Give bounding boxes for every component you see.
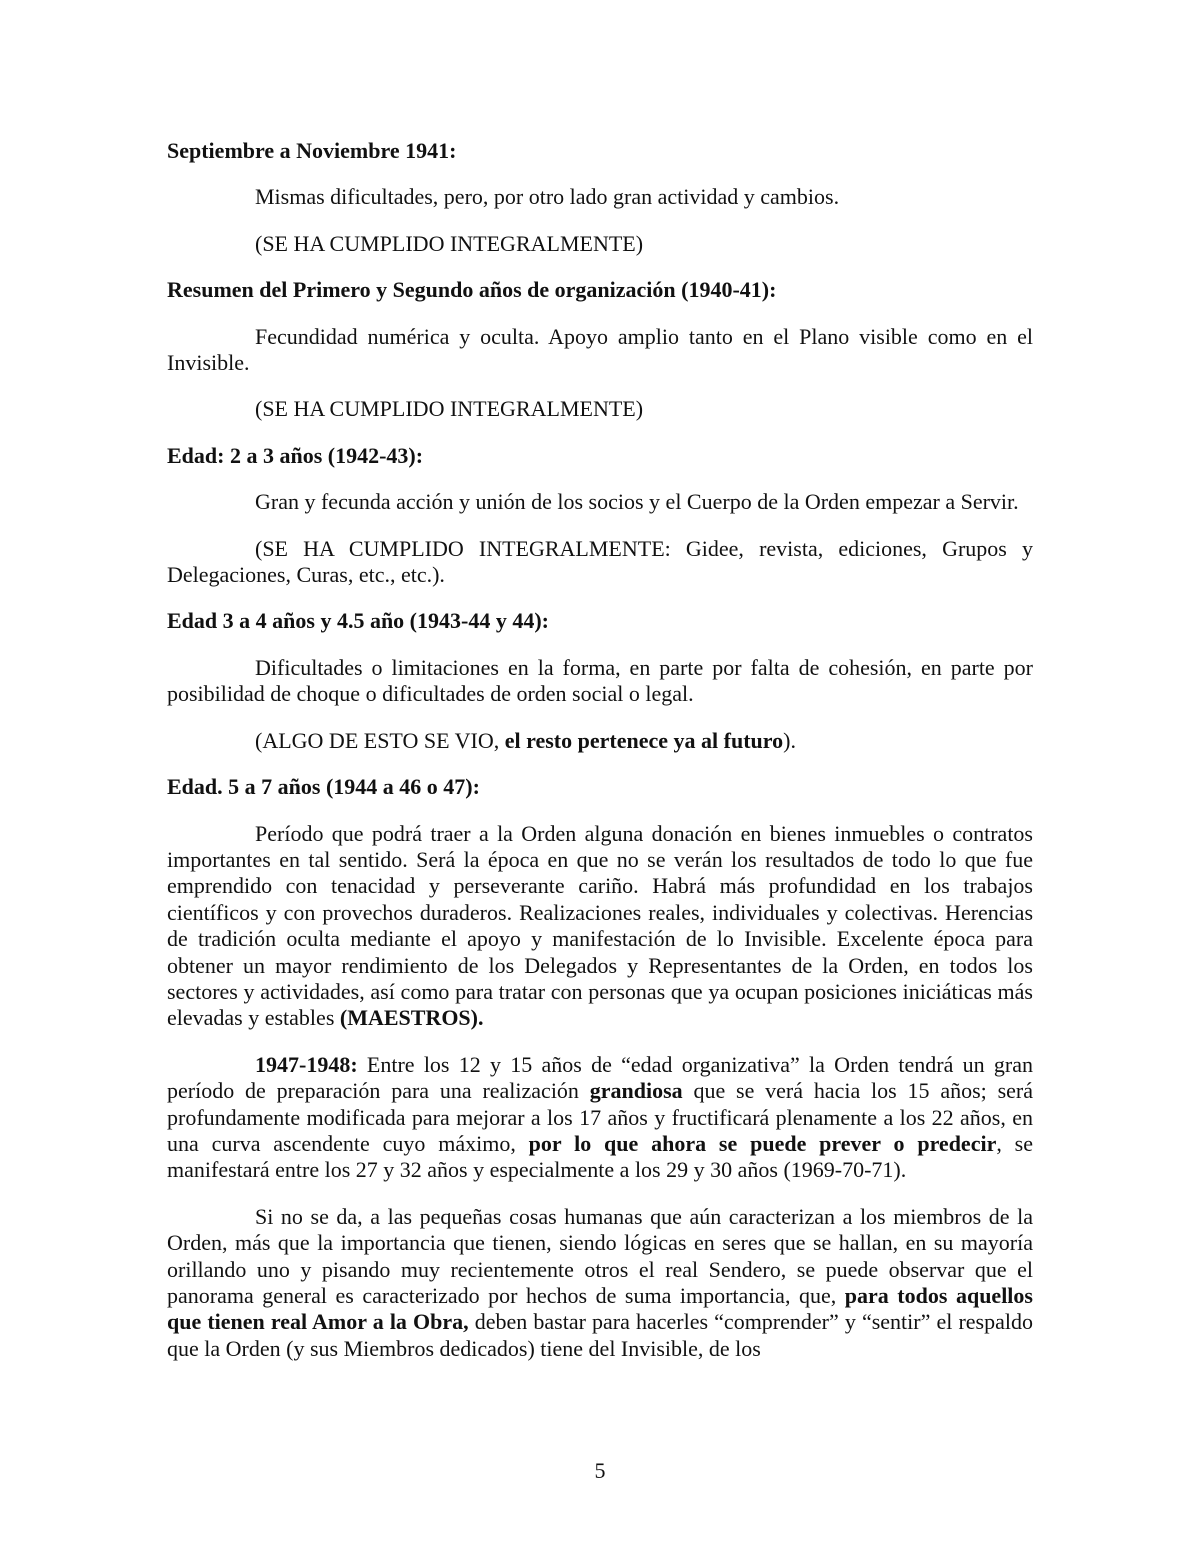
indented-line: Mismas dificultades, pero, por otro lado gran actividad y cambios. — [255, 184, 840, 210]
section-heading: Septiembre a Noviembre 1941: — [167, 138, 457, 163]
bold-text: por lo que ahora se puede prever o predecir — [528, 1130, 997, 1156]
indented-line — [167, 728, 1033, 754]
bold-text: para todos aquellos que tienen real Amor a la Obra, — [167, 1283, 1033, 1335]
section-heading: Edad 3 a 4 años y 4.5 año (1943-44 y 44): — [167, 608, 549, 634]
text-run: deben bastar para hacerles “comprender” y “sentir” el respaldo que la Orden (y sus Miembros dedicados) tiene del Invisible, de los — [167, 1309, 1033, 1361]
paragraph: Fecundidad numérica y oculta. Apoyo amplio tanto en el Plano visible como en el Invisible. — [167, 323, 1033, 376]
indented-line: (SE HA CUMPLIDO INTEGRALMENTE) — [255, 230, 644, 256]
text-run: que se verá hacia los 15 años; será profundamente modificada para mejorar a los 17 años y fructificará plenamente a los 22 años, en una curva ascendente cuyo máximo, — [167, 1078, 1033, 1156]
text-run: Período que podrá traer a la Orden alguna donación en bienes inmuebles o contratos importantes en tal sentido. Será la época en que no se verán los resultados de todo lo que fue emprendido con tenacidad y perseverante cariño. Habrá más profundidad en los trabajos científicos y con provechos duraderos. Realizaciones reales, individuales y colectivas. Herencias de tradición oculta mediante el apoyo y manifestación de lo Invisible. Excelente época para obtener un mayor rendimiento de los Delegados y Representantes de la Orden, en todos los sectores y actividades, así como para tratar con personas que ya ocupan posiciones iniciáticas más elevadas y estables — [167, 820, 1033, 1031]
text-run: ). — [783, 727, 796, 753]
bold-text: 1947-1948: — [255, 1051, 358, 1077]
document-page — [167, 138, 1033, 1382]
paragraph — [167, 821, 1033, 1032]
page-number: 5 — [594, 1458, 606, 1483]
bold-text: (MAESTROS). — [339, 1005, 484, 1031]
paragraph: Gran y fecunda acción y unión de los socios y el Cuerpo de la Orden empezar a Servir. — [255, 489, 1019, 515]
bold-text: grandiosa — [589, 1078, 683, 1104]
paragraph — [167, 1204, 1033, 1362]
paragraph: Dificultades o limitaciones en la forma, en parte por falta de cohesión, en parte por posibilidad de choque o dificultades de orden social o legal. — [167, 654, 1033, 707]
text-run: Entre los 12 y 15 años de “edad organizativa” la Orden tendrá un gran período de preparación para una realización — [167, 1051, 1033, 1104]
text-run: , se manifestará entre los 27 y 32 años y especialmente a los 29 y 30 años (1969-70-71). — [167, 1130, 1034, 1183]
text-run: (ALGO DE ESTO SE VIO, — [255, 727, 505, 753]
section-heading: Edad. 5 a 7 años (1944 a 46 o 47): — [167, 774, 480, 800]
indented-line: (SE HA CUMPLIDO INTEGRALMENTE) — [255, 396, 644, 422]
bold-text: el resto pertenece ya al futuro — [504, 727, 784, 753]
section-heading: Resumen del Primero y Segundo años de organización (1940-41): — [167, 277, 777, 303]
paragraph: (SE HA CUMPLIDO INTEGRALMENTE: Gidee, revista, ediciones, Grupos y Delegaciones, Curas, etc., etc.). — [167, 535, 1033, 588]
section-heading: Edad: 2 a 3 años (1942-43): — [167, 442, 424, 468]
paragraph — [167, 1052, 1033, 1184]
text-run: Si no se da, a las pequeñas cosas humanas que aún caracterizan a los miembros de la Orden, más que la importancia que tienen, siendo lógicas en seres que se hallan, en su mayoría orillando uno y pisando muy recientemente otros el real Sendero, se puede observar que el panorama general es caracterizado por hechos de suma importancia, que, — [167, 1203, 1033, 1308]
